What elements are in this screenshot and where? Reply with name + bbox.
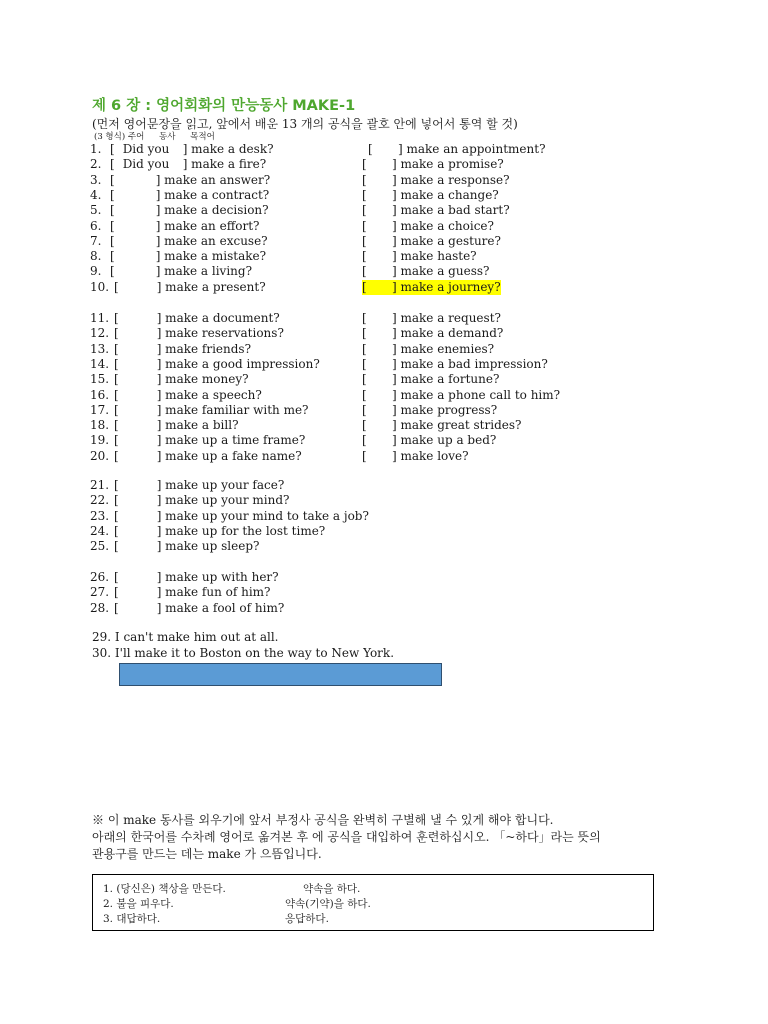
right-item-13 [362, 342, 494, 357]
open-bracket: [ [110, 233, 115, 248]
item-text: ] make reservations? [156, 326, 284, 341]
open-bracket: [ [114, 493, 119, 508]
open-bracket[interactable]: [ [362, 372, 367, 387]
right-item-3 [362, 173, 510, 188]
right-item-20 [362, 449, 469, 464]
left-item-15 [90, 372, 249, 387]
open-bracket: [ [110, 264, 115, 279]
item-number: 10. [90, 279, 110, 294]
open-bracket: [ [114, 387, 119, 402]
item-text: ] make a living? [155, 264, 253, 279]
item-text: ] make a journey? [392, 279, 501, 294]
item-text: ] make a good impression? [156, 356, 320, 371]
item-text: ] make a gesture? [392, 233, 501, 248]
open-bracket[interactable]: [ [362, 341, 367, 356]
item-text: ] make an excuse? [155, 233, 268, 248]
example-3-korean: 3. 대답하다. [103, 913, 161, 925]
left-item-23 [90, 509, 369, 524]
item-text: ] make up a fake name? [156, 448, 302, 463]
sentence-structure-legend [94, 130, 227, 142]
open-bracket: [ [114, 356, 119, 371]
right-item-11 [362, 311, 501, 326]
open-bracket: [ [114, 585, 119, 600]
item-text: ] make up with her? [156, 570, 279, 584]
item-number: 4. [90, 187, 102, 202]
left-item-8 [90, 249, 266, 264]
right-item-14 [362, 357, 548, 372]
item-number: 5. [90, 203, 102, 218]
example-2-korean: 2. 불을 피우다. [103, 898, 174, 910]
left-item-16 [90, 388, 262, 403]
example-1-right: 약속을 하다. [303, 883, 361, 895]
left-item-20 [90, 449, 302, 464]
item-number: 15. [90, 372, 110, 387]
open-bracket: [ [110, 142, 115, 156]
open-bracket: [ [110, 187, 115, 202]
note-line-2: 아래의 한국어를 수차례 영어로 옮겨본 후 에 공식을 대입하여 훈련하십시오. 「~하다」라는 뜻의 [92, 830, 601, 844]
sentence-29: 29. I can't make him out at all. [92, 630, 279, 644]
right-item-8 [362, 249, 477, 264]
open-bracket[interactable]: [ [362, 433, 367, 448]
item-text: ] make a phone call to him? [392, 387, 561, 402]
item-text: ] make a bad impression? [392, 356, 548, 371]
left-item-5 [90, 203, 269, 218]
legend-subject: (3 형식) 주어 [94, 132, 145, 142]
left-item-10 [90, 280, 266, 295]
item-text: ] make love? [392, 448, 469, 463]
item-text: ] make up a bed? [392, 433, 497, 448]
left-item-14 [90, 357, 320, 372]
item-text: ] make a bad start? [392, 203, 510, 218]
page-title: 제 6 장 : 영어회화의 만능동사 MAKE-1 [92, 98, 356, 114]
item-number: 9. [90, 264, 102, 279]
right-item-12 [362, 326, 503, 341]
item-text: ] make friends? [156, 341, 252, 356]
open-bracket[interactable]: [ [362, 402, 367, 417]
open-bracket: [ [114, 448, 119, 463]
item-number: 6. [90, 218, 102, 233]
left-item-13 [90, 342, 251, 357]
item-number: 24. [90, 523, 110, 538]
item-number: 2. [90, 157, 102, 172]
open-bracket[interactable]: [ [362, 218, 367, 233]
right-item-16 [362, 388, 560, 403]
item-number: 8. [90, 249, 102, 264]
left-item-27 [90, 585, 270, 600]
open-bracket[interactable]: [ [362, 187, 367, 202]
open-bracket: [ [114, 418, 119, 433]
right-item-4 [362, 188, 499, 203]
item-number: 17. [90, 402, 110, 417]
item-text: ] make a speech? [156, 387, 262, 402]
item-text: ] make a document? [156, 311, 280, 325]
item-number: 13. [90, 341, 110, 356]
item-text: ] make enemies? [392, 341, 495, 356]
item-text: ] make up sleep? [156, 539, 260, 554]
item-number: 1. [90, 142, 102, 156]
open-bracket[interactable]: [ [362, 172, 367, 187]
item-text: ] make a contract? [155, 187, 270, 202]
open-bracket: [ [114, 508, 119, 523]
open-bracket: [ [110, 157, 115, 172]
open-bracket: [ [110, 218, 115, 233]
example-box [92, 874, 654, 931]
open-bracket: [ [114, 341, 119, 356]
open-bracket[interactable]: [ [362, 326, 367, 341]
right-item-9 [362, 264, 489, 279]
item-number: 26. [90, 570, 110, 584]
item-text: ] make familiar with me? [156, 402, 309, 417]
left-item-2 [90, 157, 266, 172]
open-bracket[interactable]: [ [362, 279, 367, 294]
item-text: ] make a mistake? [155, 249, 267, 264]
item-text: ] make a decision? [155, 203, 269, 218]
open-bracket: [ [114, 570, 119, 584]
left-item-28 [90, 601, 284, 616]
item-number: 20. [90, 448, 110, 463]
item-text: ] make an appointment? [398, 142, 546, 156]
open-bracket: [ [114, 402, 119, 417]
bracket-fill[interactable]: Did you [122, 157, 170, 172]
item-text: ] make a fool of him? [156, 600, 285, 615]
item-text: ] make a promise? [392, 157, 504, 172]
left-item-4 [90, 188, 269, 203]
open-bracket: [ [114, 600, 119, 615]
note-line-1: ※ 이 make 동사를 외우기에 앞서 부정사 공식을 완벽히 구별해 낼 수 있게 해야 합니다. [92, 813, 554, 827]
right-item-5 [362, 203, 510, 218]
item-number: 22. [90, 493, 110, 508]
left-item-12 [90, 326, 284, 341]
left-item-11 [90, 311, 280, 326]
left-item-7 [90, 234, 268, 249]
left-item-22 [90, 493, 289, 508]
open-bracket[interactable]: [ [362, 249, 367, 264]
item-text: ] make a fortune? [392, 372, 500, 387]
right-item-1 [362, 142, 546, 157]
right-item-10 [362, 280, 501, 295]
open-bracket: [ [114, 279, 119, 294]
open-bracket: [ [110, 203, 115, 218]
open-bracket[interactable]: [ [362, 233, 367, 248]
right-item-19 [362, 433, 496, 448]
item-number: 23. [90, 508, 110, 523]
item-text: ] make up a time frame? [156, 433, 306, 448]
item-number: 12. [90, 326, 110, 341]
left-item-6 [90, 219, 259, 234]
left-item-19 [90, 433, 305, 448]
item-text: ] make a response? [392, 172, 510, 187]
item-text: ] make money? [156, 372, 249, 387]
open-bracket: [ [114, 372, 119, 387]
note-line-3: 관용구를 만드는 데는 make 가 으뜸입니다. [92, 847, 322, 861]
item-text: ] make a choice? [392, 218, 494, 233]
item-text: ] make a guess? [392, 264, 490, 279]
answer-bar [119, 663, 442, 686]
right-item-15 [362, 372, 499, 387]
bracket-fill[interactable]: Did you [122, 142, 170, 156]
item-number: 19. [90, 433, 110, 448]
left-item-18 [90, 418, 239, 433]
right-item-2 [362, 157, 504, 172]
item-number: 7. [90, 233, 102, 248]
open-bracket[interactable]: [ [362, 448, 367, 463]
legend-verb: 동사 [159, 132, 176, 142]
item-number: 3. [90, 172, 102, 187]
open-bracket[interactable]: [ [362, 356, 367, 371]
left-item-9 [90, 264, 252, 279]
right-item-18 [362, 418, 521, 433]
item-number: 14. [90, 356, 110, 371]
left-item-24 [90, 524, 325, 539]
example-2-right: 약속(기약)을 하다. [285, 898, 371, 910]
item-text: ] make up your face? [156, 478, 285, 492]
item-number: 28. [90, 600, 110, 615]
item-text: ] make a demand? [392, 326, 504, 341]
open-bracket[interactable]: [ [362, 311, 367, 325]
sentence-30: 30. I'll make it to Boston on the way to New York. [92, 646, 395, 660]
left-item-1 [90, 142, 274, 157]
item-number: 18. [90, 418, 110, 433]
open-bracket: [ [110, 172, 115, 187]
open-bracket[interactable]: [ [362, 157, 367, 172]
open-bracket: [ [114, 433, 119, 448]
item-number: 21. [90, 478, 110, 492]
item-text: ] make a fire? [182, 157, 267, 172]
left-item-21 [90, 478, 284, 493]
left-item-25 [90, 539, 259, 554]
item-text: ] make fun of him? [156, 585, 271, 600]
open-bracket[interactable]: [ [368, 142, 373, 156]
item-number: 27. [90, 585, 110, 600]
right-item-6 [362, 219, 494, 234]
open-bracket: [ [114, 311, 119, 325]
instruction-text: (먼저 영어문장을 읽고, 앞에서 배운 13 개의 공식을 괄호 안에 넣어서 통역 할 것) [92, 117, 518, 131]
item-text: ] make a desk? [182, 142, 274, 156]
item-text: ] make a present? [156, 279, 266, 294]
right-item-7 [362, 234, 501, 249]
left-item-17 [90, 403, 309, 418]
example-3-right: 응답하다. [285, 913, 329, 925]
item-text: ] make progress? [392, 402, 498, 417]
item-text: ] make up for the lost time? [156, 523, 326, 538]
open-bracket[interactable]: [ [362, 264, 367, 279]
open-bracket: [ [114, 478, 119, 492]
item-text: ] make an effort? [155, 218, 260, 233]
item-text: ] make a request? [392, 311, 501, 325]
item-text: ] make a change? [392, 187, 499, 202]
example-1-korean: 1. (당신은) 책상을 만든다. [103, 883, 226, 895]
open-bracket: [ [114, 523, 119, 538]
item-text: ] make up your mind to take a job? [156, 508, 369, 523]
open-bracket: [ [114, 326, 119, 341]
item-text: ] make up your mind? [156, 493, 290, 508]
left-item-26 [90, 570, 279, 585]
item-text: ] make a bill? [156, 418, 239, 433]
item-number: 16. [90, 387, 110, 402]
right-item-17 [362, 403, 497, 418]
item-text: ] make an answer? [155, 172, 271, 187]
left-item-3 [90, 173, 270, 188]
item-number: 11. [90, 311, 110, 325]
open-bracket[interactable]: [ [362, 418, 367, 433]
open-bracket[interactable]: [ [362, 203, 367, 218]
open-bracket: [ [114, 539, 119, 554]
open-bracket[interactable]: [ [362, 387, 367, 402]
open-bracket: [ [110, 249, 115, 264]
item-number: 25. [90, 539, 110, 554]
item-text: ] make haste? [392, 249, 477, 264]
legend-object: 목적어 [190, 132, 215, 142]
item-text: ] make great strides? [392, 418, 522, 433]
